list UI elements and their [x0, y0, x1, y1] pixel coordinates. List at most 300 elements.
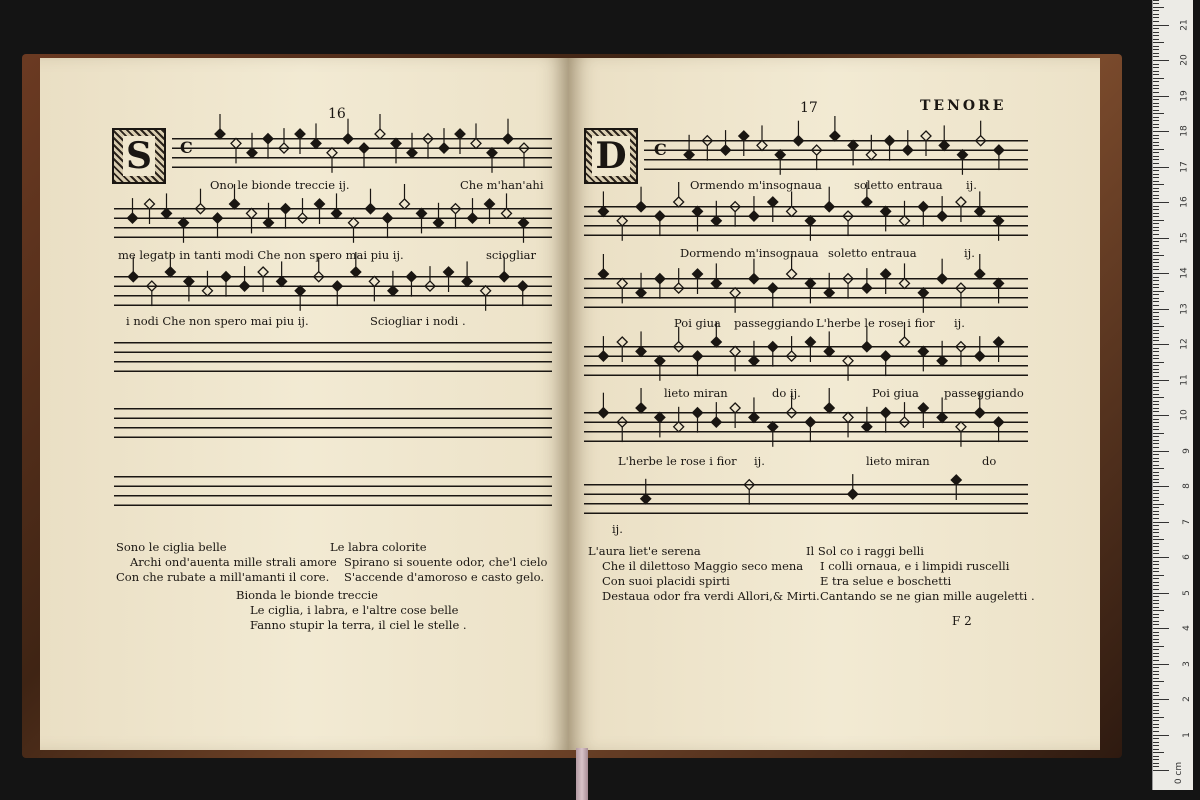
- lyric-line: passeggiando: [944, 386, 1024, 400]
- note: [848, 474, 858, 499]
- lyric-line: lieto miran: [664, 386, 728, 400]
- ruler-tick: [1153, 703, 1159, 704]
- ruler-tick: [1153, 486, 1169, 487]
- note: [349, 218, 359, 243]
- note: [636, 331, 646, 356]
- ruler-tick: [1153, 372, 1159, 373]
- ruler-tick: [1153, 475, 1159, 476]
- note: [994, 216, 1004, 241]
- ruler-tick: [1153, 621, 1159, 622]
- note: [221, 272, 231, 297]
- ruler-tick: [1153, 326, 1164, 327]
- ruler-tick: [1153, 163, 1159, 164]
- ruler-tick: [1153, 742, 1159, 743]
- ruler-tick: [1153, 269, 1159, 270]
- ruler-tick: [1153, 411, 1159, 412]
- running-title: TENORE: [920, 98, 1007, 114]
- ruler-tick: [1153, 0, 1159, 1]
- note: [315, 199, 325, 224]
- note: [314, 257, 324, 282]
- empty-staff: [114, 334, 552, 372]
- note: [956, 197, 966, 222]
- note: [693, 269, 703, 294]
- note: [202, 271, 212, 296]
- note: [598, 393, 608, 418]
- note: [462, 261, 472, 286]
- note: [975, 191, 985, 216]
- note: [805, 417, 815, 442]
- ruler-tick: [1153, 387, 1159, 388]
- note: [617, 216, 627, 241]
- ruler-tick: [1153, 266, 1159, 267]
- ruler-tick: [1153, 532, 1159, 533]
- note: [749, 196, 759, 221]
- note: [518, 281, 528, 306]
- lyric-line: L'herbe le rose i fior: [618, 454, 737, 468]
- note: [730, 202, 740, 227]
- ruler-tick: [1153, 419, 1159, 420]
- note: [481, 286, 491, 311]
- note: [881, 269, 891, 294]
- note: [240, 266, 250, 291]
- ruler-tick: [1153, 749, 1159, 750]
- note: [332, 193, 342, 218]
- ruler-tick: [1153, 351, 1159, 352]
- note: [918, 403, 928, 428]
- ruler-tick: [1153, 642, 1159, 643]
- ruler-tick: [1153, 596, 1159, 597]
- clef-mark: C: [180, 138, 193, 157]
- ruler-tick: [1153, 191, 1159, 192]
- note: [213, 213, 223, 238]
- verse-line: Con che rubate a mill'amanti il core.: [116, 570, 330, 584]
- note: [258, 267, 268, 292]
- lyric-line: L'herbe le rose i fior: [816, 316, 935, 330]
- note: [179, 218, 189, 243]
- ruler-tick: [1153, 96, 1169, 97]
- note: [391, 138, 401, 163]
- note: [918, 202, 928, 227]
- ruler-tick: [1153, 252, 1159, 253]
- ruler-number: 14: [1179, 267, 1190, 279]
- verse-stanza-2: [330, 540, 547, 585]
- ruler-tick: [1153, 511, 1159, 512]
- ruler-tick: [1153, 607, 1159, 608]
- ruler-tick: [1153, 614, 1159, 615]
- music-staff: [644, 132, 1028, 170]
- ruler-tick: [1153, 259, 1159, 260]
- note: [711, 402, 721, 427]
- ruler-tick: [1153, 167, 1169, 168]
- lyric-line: i nodi Che non spero mai piu ij.: [126, 314, 309, 328]
- note: [674, 327, 684, 352]
- ruler-tick: [1153, 518, 1159, 519]
- ruler-tick: [1153, 575, 1164, 576]
- ruler-tick: [1153, 170, 1159, 171]
- note: [730, 403, 740, 428]
- ruler-tick: [1153, 230, 1159, 231]
- ruler-tick: [1153, 678, 1159, 679]
- ruler-tick: [1153, 213, 1159, 214]
- note: [921, 131, 931, 156]
- note: [918, 288, 928, 313]
- note: [128, 198, 138, 223]
- ruler-tick: [1153, 415, 1169, 416]
- ruler-tick: [1153, 514, 1159, 515]
- lyric-line: Ono le bionde treccie ij.: [210, 178, 350, 192]
- ruler-tick: [1153, 92, 1159, 93]
- ruler-tick: [1153, 365, 1159, 366]
- ruler-tick: [1153, 309, 1169, 310]
- ruler-tick: [1153, 238, 1169, 239]
- note: [674, 182, 684, 207]
- empty-staff: [114, 468, 552, 506]
- ruler-number: 11: [1179, 373, 1190, 386]
- note: [636, 273, 646, 298]
- note: [247, 133, 257, 158]
- ruler-tick: [1153, 479, 1159, 480]
- ruler-tick: [1153, 135, 1159, 136]
- ruler-tick: [1153, 426, 1159, 427]
- ruler-tick: [1153, 248, 1159, 249]
- verse-line: Che il dilettoso Maggio seco mena: [602, 559, 804, 573]
- lyric-line: soletto entraua: [854, 178, 943, 192]
- ruler-tick: [1153, 316, 1159, 317]
- note: [263, 134, 273, 159]
- ruler-tick: [1153, 74, 1159, 75]
- ruler-tick: [1153, 582, 1159, 583]
- verse-line: Bionda le bionde treccie: [236, 588, 378, 602]
- music-notes: [114, 258, 552, 318]
- note: [749, 397, 759, 422]
- note: [881, 206, 891, 231]
- note: [757, 125, 767, 150]
- note: [327, 148, 337, 173]
- ruler-number: 7: [1182, 518, 1193, 525]
- note: [693, 206, 703, 231]
- ruler-tick: [1153, 408, 1159, 409]
- note: [900, 201, 910, 226]
- page-number-left: 16: [328, 106, 346, 122]
- ruler-tick: [1153, 770, 1169, 771]
- ruler-number: 1: [1182, 731, 1193, 738]
- ruler-tick: [1153, 32, 1159, 33]
- lyric-line: do: [982, 454, 997, 468]
- ruler-tick: [1153, 706, 1159, 707]
- note: [231, 138, 241, 163]
- ribbon-bookmark: [576, 748, 588, 800]
- ruler-tick: [1153, 436, 1159, 437]
- verse-line: Spirano si souente odor, che'l cielo: [344, 555, 548, 569]
- note: [975, 393, 985, 418]
- note: [359, 143, 369, 168]
- verse-line: E tra selue e boschetti: [820, 574, 952, 588]
- ruler-tick: [1153, 600, 1159, 601]
- ruler-tick: [1153, 507, 1159, 508]
- note: [485, 199, 495, 224]
- note: [264, 203, 274, 228]
- ruler-tick: [1153, 60, 1169, 61]
- note: [674, 407, 684, 432]
- note: [768, 197, 778, 222]
- ruler-tick: [1153, 454, 1159, 455]
- ruler-tick: [1153, 383, 1159, 384]
- note: [655, 356, 665, 381]
- music-notes: [584, 328, 1028, 388]
- ruler-tick: [1153, 667, 1159, 668]
- note: [787, 393, 797, 418]
- lyric-line: Sciogliar i nodi .: [370, 314, 466, 328]
- ruler-tick: [1153, 127, 1159, 128]
- note: [502, 193, 512, 218]
- ruler-tick: [1153, 39, 1159, 40]
- decorated-initial-left: [112, 128, 166, 184]
- ruler-tick: [1153, 362, 1164, 363]
- ruler-tick: [1153, 461, 1159, 462]
- note: [787, 336, 797, 361]
- ruler-number: 19: [1179, 89, 1190, 102]
- note: [693, 351, 703, 376]
- note: [956, 283, 966, 308]
- lyric-line: soletto entraua: [828, 246, 917, 260]
- ruler-tick: [1153, 273, 1169, 274]
- verse-stanza-5: [806, 544, 1035, 604]
- ruler-tick: [1153, 117, 1159, 118]
- ruler-tick: [1153, 720, 1159, 721]
- ruler-tick: [1153, 550, 1159, 551]
- ruler-tick: [1153, 699, 1169, 700]
- ruler-tick: [1153, 241, 1159, 242]
- note: [298, 198, 308, 223]
- ruler-tick: [1153, 305, 1159, 306]
- note: [343, 119, 353, 144]
- note: [641, 479, 651, 504]
- ruler-tick: [1153, 553, 1159, 554]
- note: [843, 274, 853, 299]
- note: [768, 342, 778, 367]
- ruler-tick: [1153, 735, 1169, 736]
- measuring-ruler: [1152, 0, 1193, 790]
- ruler-tick: [1153, 628, 1169, 629]
- ruler-tick: [1153, 451, 1169, 452]
- note: [721, 130, 731, 155]
- note: [451, 204, 461, 229]
- music-notes: [584, 466, 1028, 526]
- ruler-tick: [1153, 468, 1164, 469]
- ruler-tick: [1153, 152, 1159, 153]
- ruler-tick: [1153, 717, 1164, 718]
- note: [976, 121, 986, 146]
- music-staff: [584, 270, 1028, 308]
- note: [147, 281, 157, 306]
- ruler-tick: [1153, 71, 1159, 72]
- ruler-tick: [1153, 21, 1159, 22]
- note: [956, 422, 966, 447]
- ruler-tick: [1153, 603, 1159, 604]
- ruler-tick: [1153, 291, 1164, 292]
- ruler-tick: [1153, 671, 1159, 672]
- right-page: [568, 58, 1100, 750]
- note: [423, 134, 433, 159]
- note: [281, 204, 291, 229]
- ruler-tick: [1153, 277, 1159, 278]
- ruler-number: 17: [1179, 160, 1190, 173]
- ruler-tick: [1153, 177, 1159, 178]
- lyric-line: ij.: [954, 316, 965, 330]
- ruler-tick: [1153, 422, 1159, 423]
- ruler-tick: [1153, 323, 1159, 324]
- music-staff: [584, 404, 1028, 442]
- ruler-tick: [1153, 312, 1159, 313]
- ruler-number: 2: [1182, 696, 1193, 702]
- ruler-tick: [1153, 713, 1159, 714]
- ruler-tick: [1153, 763, 1159, 764]
- ruler-tick: [1153, 429, 1159, 430]
- note: [247, 208, 257, 233]
- note: [702, 136, 712, 161]
- note: [805, 337, 815, 362]
- note: [617, 417, 627, 442]
- ruler-number: 5: [1182, 589, 1193, 596]
- ruler-tick: [1153, 639, 1159, 640]
- note: [768, 422, 778, 447]
- note: [196, 189, 206, 214]
- ruler-tick: [1153, 695, 1159, 696]
- ruler-tick: [1153, 539, 1164, 540]
- ruler-tick: [1153, 443, 1159, 444]
- ruler-tick: [1153, 245, 1159, 246]
- ruler-tick: [1153, 546, 1159, 547]
- note: [295, 129, 305, 154]
- ruler-tick: [1153, 617, 1159, 618]
- ruler-tick: [1153, 14, 1159, 15]
- note: [145, 199, 155, 224]
- note: [843, 412, 853, 437]
- ruler-tick: [1153, 536, 1159, 537]
- note: [749, 341, 759, 366]
- ruler-tick: [1153, 188, 1159, 189]
- ruler-tick: [1153, 156, 1159, 157]
- note: [617, 278, 627, 303]
- verse-line: S'accende d'amoroso e casto gelo.: [344, 570, 545, 584]
- verse-line: Le ciglia, i labra, e l'altre cose belle: [250, 603, 459, 617]
- ruler-tick: [1153, 301, 1159, 302]
- lyric-line: do ij.: [772, 386, 801, 400]
- ruler-number: 9: [1182, 447, 1193, 454]
- ruler-tick: [1153, 447, 1159, 448]
- verse-line: L'aura liet'e serena: [588, 544, 701, 558]
- note: [843, 356, 853, 381]
- note: [375, 114, 385, 139]
- ruler-tick: [1153, 664, 1169, 665]
- music-staff: [584, 476, 1028, 514]
- page-number-right: 17: [800, 100, 818, 116]
- ruler-tick: [1153, 578, 1159, 579]
- ruler-tick: [1153, 529, 1159, 530]
- ruler-tick: [1153, 766, 1159, 767]
- ruler-tick: [1153, 756, 1159, 757]
- ruler-tick: [1153, 348, 1159, 349]
- note: [862, 407, 872, 432]
- initial-letter-right: D: [592, 136, 629, 176]
- ruler-tick: [1153, 206, 1159, 207]
- ruler-tick: [1153, 440, 1159, 441]
- note: [598, 254, 608, 279]
- ruler-tick: [1153, 557, 1169, 558]
- ruler-tick: [1153, 490, 1159, 491]
- note: [636, 388, 646, 413]
- ruler-tick: [1153, 10, 1159, 11]
- ruler-tick: [1153, 3, 1159, 4]
- ruler-tick: [1153, 543, 1159, 544]
- verse-stanza-4: [588, 544, 820, 604]
- note: [598, 336, 608, 361]
- ruler-tick: [1153, 220, 1164, 221]
- ruler-tick: [1153, 81, 1159, 82]
- note: [468, 198, 478, 223]
- ruler-tick: [1153, 106, 1159, 107]
- music-notes: [172, 120, 552, 180]
- ruler-tick: [1153, 113, 1164, 114]
- note: [332, 281, 342, 306]
- note: [768, 283, 778, 308]
- ruler-tick: [1153, 184, 1164, 185]
- ruler-tick: [1153, 632, 1159, 633]
- ruler-tick: [1153, 287, 1159, 288]
- ruler-tick: [1153, 482, 1159, 483]
- ruler-number: 10: [1179, 409, 1190, 421]
- signature-mark: F 2: [952, 614, 972, 628]
- note: [812, 145, 822, 170]
- ruler-tick: [1153, 355, 1159, 356]
- music-staff: [584, 338, 1028, 376]
- lyric-line: Che m'han'ahi: [460, 178, 544, 192]
- ruler-unit-label: 0 cm: [1173, 761, 1184, 785]
- ruler-tick: [1153, 25, 1169, 26]
- verse-line: Destaua odor fra verdi Allori,& Mirti.: [602, 589, 820, 603]
- note: [128, 257, 138, 282]
- note: [862, 327, 872, 352]
- ruler-number: 16: [1179, 196, 1190, 208]
- note: [994, 278, 1004, 303]
- verse-line: Fanno stupir la terra, il ciel le stelle .: [250, 618, 467, 632]
- ruler-tick: [1153, 333, 1159, 334]
- ruler-tick: [1153, 745, 1159, 746]
- note: [975, 336, 985, 361]
- lyric-line: ij.: [966, 178, 977, 192]
- ruler-tick: [1153, 568, 1159, 569]
- ruler-tick: [1153, 337, 1159, 338]
- note: [956, 342, 966, 367]
- ruler-tick: [1153, 465, 1159, 466]
- ruler-number: 20: [1179, 54, 1190, 66]
- ruler-number: 12: [1179, 338, 1190, 350]
- ruler-tick: [1153, 585, 1159, 586]
- ruler-tick: [1153, 159, 1159, 160]
- ruler-tick: [1153, 390, 1159, 391]
- note: [881, 408, 891, 433]
- lyric-line: ij.: [964, 246, 975, 260]
- note: [388, 271, 398, 296]
- note: [406, 272, 416, 297]
- ruler-tick: [1153, 262, 1159, 263]
- ruler-tick: [1153, 181, 1159, 182]
- note: [918, 346, 928, 371]
- ruler-number: 3: [1182, 660, 1193, 667]
- note: [279, 128, 289, 153]
- ruler-tick: [1153, 681, 1164, 682]
- ruler-tick: [1153, 564, 1159, 565]
